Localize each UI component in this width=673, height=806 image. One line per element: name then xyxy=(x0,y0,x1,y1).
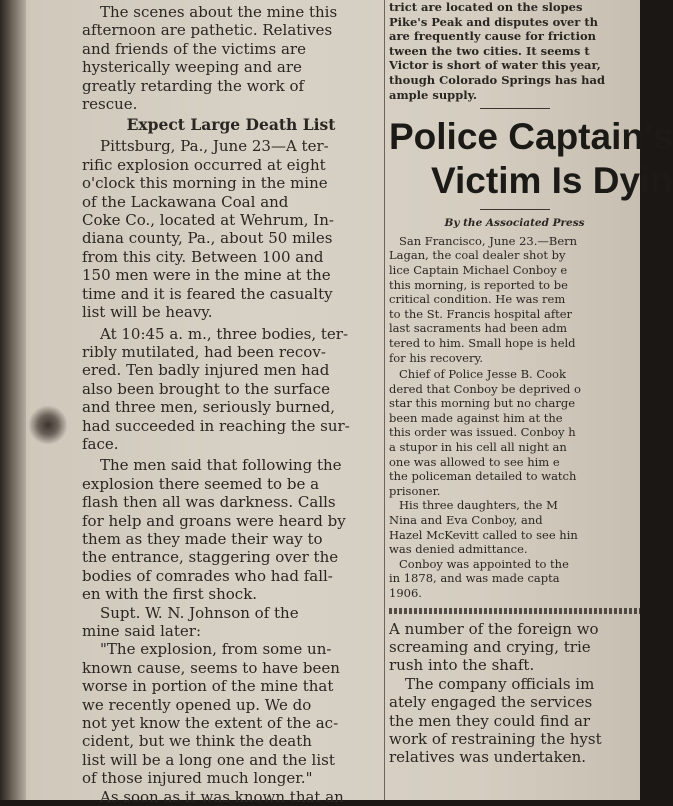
page-tear-hole xyxy=(28,405,68,445)
text-line: Supt. W. N. Johnson of the xyxy=(100,603,299,622)
text-line: critical condition. He was rem xyxy=(389,292,566,307)
paragraph-conboy-appointed xyxy=(389,557,640,601)
text-line: been made against him at the xyxy=(389,410,563,425)
text-line: Coke Co., located at Wehrum, In- xyxy=(82,211,334,230)
text-line: Chief of Police Jesse B. Cook xyxy=(399,367,566,382)
text-line: also been brought to the surface xyxy=(82,379,331,398)
text-line: to the St. Francis hospital after xyxy=(389,306,573,321)
text-line: prisoner. xyxy=(389,483,441,498)
separator-rule xyxy=(480,108,550,109)
colorado-springs-paragraph xyxy=(389,0,640,102)
text-line: last sacraments had been adm xyxy=(389,321,567,336)
paragraph-foreign-workers xyxy=(389,620,640,675)
text-line: At 10:45 a. m., three bodies, ter- xyxy=(100,324,349,343)
text-line: tered to him. Small hope is held xyxy=(389,335,576,350)
text-line: a stupor in his cell all night an xyxy=(389,440,567,455)
paragraph-as-soon xyxy=(82,788,380,806)
paragraph-pittsburg xyxy=(82,137,380,321)
text-line: lice Captain Michael Conboy e xyxy=(389,262,568,277)
text-line: in 1878, and was made capta xyxy=(389,571,560,586)
text-line: trict are located on the slopes xyxy=(389,0,583,14)
text-line: Lagan, the coal dealer shot by xyxy=(389,248,566,263)
paragraph-san-francisco xyxy=(389,234,640,365)
text-line: The company officials im xyxy=(405,674,595,693)
text-line: rescue. xyxy=(82,95,138,114)
text-line: screaming and crying, trie xyxy=(389,638,591,656)
text-line: Nina and Eva Conboy, and xyxy=(389,513,543,528)
paragraph-company-officials xyxy=(389,675,640,767)
text-line: hysterically weeping and are xyxy=(82,58,302,77)
byline: By the Associated Press xyxy=(444,217,585,230)
text-line: one was allowed to see him e xyxy=(389,454,560,469)
text-line: greatly retarding the work of xyxy=(82,76,305,95)
text-line: this morning, is reported to be xyxy=(389,277,568,292)
text-line: tween the two cities. It seems t xyxy=(389,43,590,58)
paragraph-supt-johnson xyxy=(82,604,380,641)
text-line: this order was issued. Conboy h xyxy=(389,425,576,440)
separator-rule xyxy=(480,209,550,210)
text-line: are frequently cause for friction xyxy=(389,29,596,44)
text-line: cident, but we think the death xyxy=(82,732,312,751)
text-line: diana county, Pa., about 50 miles xyxy=(82,229,333,248)
text-line: face. xyxy=(82,434,119,453)
text-line: As soon as it was known that an xyxy=(100,787,344,806)
paragraph-bodies-recovered xyxy=(82,325,380,454)
text-line: Conboy was appointed to the xyxy=(399,556,569,571)
text-line: was denied admittance. xyxy=(389,542,528,557)
text-line: Hazel McKevitt called to see hin xyxy=(389,527,578,542)
text-line: worse in portion of the mine that xyxy=(82,677,334,696)
text-line: the policeman detailed to watch xyxy=(389,469,577,484)
paragraph-explosion-flash xyxy=(82,456,380,603)
text-line: known cause, seems to have been xyxy=(82,658,340,677)
text-line: dered that Conboy be deprived o xyxy=(389,381,581,396)
text-line: ately engaged the services xyxy=(389,693,593,712)
text-line: rush into the shaft. xyxy=(389,656,535,675)
text-line: rific explosion occurred at eight xyxy=(82,155,326,174)
text-line: star this morning but no charge xyxy=(389,396,576,411)
text-line: for his recovery. xyxy=(389,350,484,365)
text-line: relatives was undertaken. xyxy=(389,748,587,767)
text-line: en with the first shock. xyxy=(82,585,258,604)
text-line: the entrance, staggering over the xyxy=(82,548,339,567)
page-shadow-edge xyxy=(0,0,26,800)
text-line: 150 men were in the mine at the xyxy=(82,266,331,285)
text-line: of the Lackawana Coal and xyxy=(82,192,289,211)
column-divider xyxy=(384,0,385,800)
text-line: A number of the foreign wo xyxy=(389,619,599,638)
text-line: ample supply. xyxy=(389,87,478,102)
text-line: His three daughters, the M xyxy=(399,498,558,513)
text-line: though Colorado Springs has had xyxy=(389,72,605,87)
paragraph-three-daughters xyxy=(389,498,640,556)
text-line: Victor is short of water this year, xyxy=(389,58,601,73)
text-line: them as they made their way to xyxy=(82,529,323,548)
text-line: The scenes about the mine this xyxy=(100,3,338,21)
intro-paragraph xyxy=(82,3,380,113)
text-line: and three men, seriously burned, xyxy=(82,398,335,417)
text-line: the men they could find ar xyxy=(389,711,591,730)
text-line: of those injured much longer." xyxy=(82,769,313,788)
wavy-separator xyxy=(389,608,640,614)
subhead-expect-large-death-list: Expect Large Death List xyxy=(126,115,336,135)
text-line: and friends of the victims are xyxy=(82,39,306,58)
text-line: not yet know the extent of the ac- xyxy=(82,714,339,733)
text-line: Pittsburg, Pa., June 23—A ter- xyxy=(100,137,329,156)
paragraph-chief-of-police xyxy=(389,367,640,498)
text-line: San Francisco, June 23.—Bern xyxy=(399,233,578,248)
text-line: 1906. xyxy=(389,586,422,600)
text-line: ered. Ten badly injured men had xyxy=(82,361,330,380)
headline-line-1: Police Captain's xyxy=(389,116,673,158)
text-line: The men said that following the xyxy=(100,456,342,475)
text-line: time and it is feared the casualty xyxy=(82,284,333,303)
left-article-column xyxy=(82,3,380,806)
text-line: mine said later: xyxy=(82,622,202,640)
text-line: ribly mutilated, had been recov- xyxy=(82,342,326,361)
text-line: flash then all was darkness. Calls xyxy=(82,493,336,512)
text-line: for help and groans were heard by xyxy=(82,511,346,530)
headline-line-2: Victim Is Dyin xyxy=(431,160,673,202)
text-line: list will be heavy. xyxy=(82,303,213,322)
text-line: list will be a long one and the list xyxy=(82,750,335,769)
text-line: work of restraining the hyst xyxy=(389,730,602,749)
text-line: "The explosion, from some un- xyxy=(100,640,332,659)
text-line: afternoon are pathetic. Relatives xyxy=(82,21,333,40)
text-line: bodies of comrades who had fall- xyxy=(82,566,333,585)
text-line: explosion there seemed to be a xyxy=(82,474,320,493)
text-line: from this city. Between 100 and xyxy=(82,247,324,266)
text-line: we recently opened up. We do xyxy=(82,695,312,714)
text-line: Pike's Peak and disputes over th xyxy=(389,14,599,29)
paragraph-quote xyxy=(82,640,380,787)
text-line: had succeeded in reaching the sur- xyxy=(82,416,350,435)
text-line: o'clock this morning in the mine xyxy=(82,174,328,193)
right-article-column xyxy=(389,0,673,800)
